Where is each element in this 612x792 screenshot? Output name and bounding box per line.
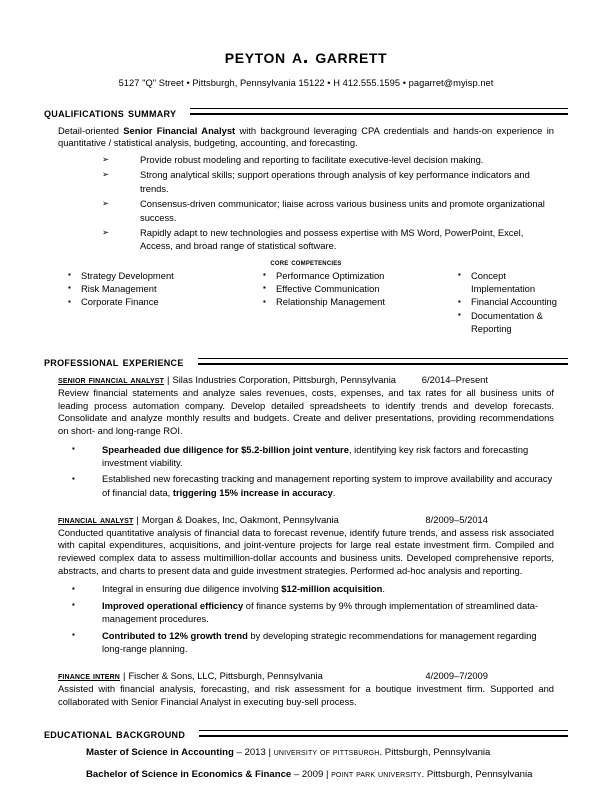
bullet-text: by developing strategic recommendations for management regarding long-range planning.: [102, 629, 537, 655]
list-item: [58, 168, 554, 194]
summary-lead-bold: Senior Financial Analyst: [123, 124, 236, 136]
list-item: [58, 197, 554, 223]
list-item: [58, 582, 554, 595]
competency-column: [458, 269, 568, 335]
contact-line: 5127 "Q" Street • Pittsburgh, Pennsylvania 15122 • H 412.555.1595 • pagarret@myisp.net: [118, 77, 494, 88]
arrow-bullet-icon: ➢: [102, 169, 110, 180]
section-rule: [190, 108, 568, 115]
section-title-education: educational background: [44, 726, 186, 742]
bullet-emphasis: Improved operational efficiency: [102, 599, 244, 611]
bullet-text-tail: .: [382, 583, 385, 595]
section-rule: [198, 358, 568, 365]
competency-item: ▪ Financial Accounting: [458, 295, 568, 308]
bullet-text: , identifying key risk factors and forecasting investment viability.: [102, 443, 529, 468]
bullet-text: Integral in ensuring due diligence involving: [102, 583, 282, 595]
education-list: [44, 746, 568, 781]
experience-entry: [44, 374, 568, 499]
bullet-text: of finance systems by 9% through implementation of streamlined data-management procedures.: [102, 599, 539, 625]
list-item: [58, 153, 554, 166]
section-title-experience: professional experience: [44, 354, 184, 370]
education-school: university of pittsburgh: [273, 747, 380, 759]
competency-item: ▪ Effective Communication: [263, 282, 458, 295]
summary-bullet-list: [44, 153, 568, 253]
experience-entry-header: [44, 514, 568, 526]
job-separator: |: [123, 670, 126, 682]
summary-lead-pre: Detail-oriented: [58, 124, 124, 136]
arrow-bullet-icon: ➢: [102, 227, 110, 238]
job-separator: |: [136, 513, 139, 525]
job-bullet-list: [44, 443, 568, 499]
job-title: finance intern: [58, 671, 120, 683]
list-item: [58, 629, 554, 655]
section-title-qualifications: qualifications summary: [44, 104, 177, 120]
education-year: – 2009 |: [291, 769, 332, 781]
core-competencies-grid: [44, 269, 568, 335]
summary-bullet-text: Consensus-driven communicator; liaise across various business units and promote organizational success.: [140, 198, 545, 223]
experience-entry: [44, 670, 568, 708]
job-description: Conducted quantitative analysis of financial data to forecast revenue, identify future trends, and assess risk associated with capital expenditures, acquisitions, and joint-venture projects for large real estate investment firm. Compiled and reviewed complex data to assess multimillion-dollar accounts and business units. Developed comprehensive reports, abstracts, and charts to present data and guide investment strategies. Performed ad-hoc analysis and reporting.: [58, 526, 554, 576]
experience-entry: [44, 514, 568, 655]
core-competencies-title: core competencies: [270, 256, 342, 267]
competency-item: ▪ Relationship Management: [263, 295, 458, 308]
list-item: [58, 226, 554, 252]
education-entry: [58, 746, 554, 759]
education-degree: Bachelor of Science in Economics & Finance: [86, 769, 292, 781]
list-item: [58, 443, 554, 469]
education-location: . Pittsburgh, Pennsylvania: [421, 769, 533, 781]
competency-item: ▪ Corporate Finance: [68, 295, 263, 308]
section-header-education: [44, 726, 568, 741]
bullet-text-tail: .: [332, 486, 336, 498]
summary-paragraph: [44, 125, 568, 150]
section-header-qualifications: [44, 105, 568, 120]
job-title: financial analyst: [58, 514, 134, 526]
competency-item: ▪ Concept Implementation: [458, 269, 568, 296]
competency-column: [263, 269, 458, 335]
section-header-experience: [44, 354, 568, 369]
education-school: point park university: [331, 769, 422, 781]
job-description: Assisted with financial analysis, forecasting, and risk assessment for a boutique investment firm. Supported and collaborated with Senior Financial Analyst in executing buy-sell process.: [58, 683, 554, 707]
list-item: [58, 599, 554, 625]
job-bullet-list: [44, 582, 568, 655]
arrow-bullet-icon: ➢: [102, 198, 110, 209]
job-separator: |: [167, 374, 170, 386]
list-item: [58, 472, 554, 498]
summary-bullet-text: Strong analytical skills; support operations through analysis of key performance indicators and trends.: [140, 169, 530, 194]
bullet-emphasis: triggering 15% increase in accuracy: [172, 486, 333, 498]
education-location: . Pittsburgh, Pennsylvania: [379, 747, 491, 759]
competency-item: ▪ Performance Optimization: [263, 269, 458, 282]
bullet-emphasis: $12-million acquisition: [281, 583, 383, 595]
job-company: Silas Industries Corporation, Pittsburgh, Pennsylvania: [172, 374, 397, 386]
education-entry: [58, 768, 554, 781]
competency-item: ▪ Risk Management: [68, 282, 263, 295]
job-dates: 6/2014–Present: [421, 374, 488, 386]
summary-bullet-text: Provide robust modeling and reporting to facilitate executive-level decision making.: [140, 153, 484, 165]
experience-entry-header: [44, 374, 568, 386]
job-description: Review financial statements and analyze sales revenues, costs, expenses, and tax rates for all business units of leading process automation company. Develop detailed spreadsheets to identify trends and develop forecasts. Consolidate and analyze monthly results and budgets. Create and deliver presentations, providing recommendations on short- and long-range ROI.: [58, 387, 554, 436]
job-company: Fischer & Sons, LLC, Pittsburgh, Pennsylvania: [128, 670, 323, 682]
bullet-emphasis: Spearheaded due diligence for $5.2-billion joint venture: [102, 443, 349, 455]
job-title: senior financial analyst: [58, 375, 165, 387]
competency-item: ▪ Strategy Development: [68, 269, 263, 282]
competency-column: [68, 269, 263, 335]
section-rule: [199, 730, 568, 737]
experience-entry-header: [44, 670, 568, 682]
job-company: Morgan & Doakes, Inc, Oakmont, Pennsylvania: [141, 513, 339, 525]
education-degree: Master of Science in Accounting: [86, 747, 234, 759]
bullet-text: Established new forecasting tracking and management reporting system to improve availability and accuracy of financial data,: [102, 473, 553, 498]
competency-item: ▪ Documentation & Reporting: [458, 309, 568, 336]
summary-bullet-text: Rapidly adapt to new technologies and possess expertise with MS Word, PowerPoint, Excel, Access, and broad range of statistical software.: [140, 227, 524, 252]
job-dates: 8/2009–5/2014: [425, 513, 488, 525]
bullet-emphasis: Contributed to 12% growth trend: [102, 629, 248, 641]
candidate-name: peyton a. garrett: [224, 45, 388, 68]
education-year: – 2013 |: [233, 747, 274, 759]
job-dates: 4/2009–7/2009: [425, 670, 488, 682]
summary-lead-post: with background leveraging CPA credentials and hands-on experience in quantitative / statistical analysis, budgeting, accounting, and forecasting.: [58, 124, 554, 149]
arrow-bullet-icon: ➢: [102, 153, 110, 164]
